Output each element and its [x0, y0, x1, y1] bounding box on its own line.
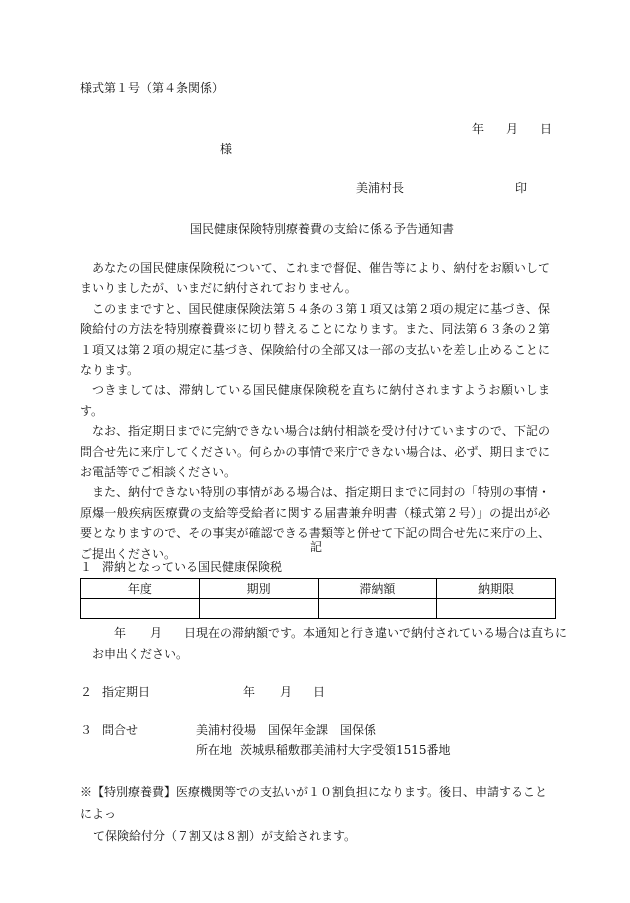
body-paragraph: また、納付できない特別の事情がある場合は、指定期日までに同封の「特別の事情・原爆一般疾病医療費の支給等受給者に関する届書兼弁明書（様式第２号）」の提出が必要となりますので、その事実が確認できる書類等と併せて下記の問合せ先に来庁の上、ご提出ください。 — [80, 485, 550, 561]
section1-label: 滞納となっている国民健康保険税 — [102, 560, 283, 574]
date-month: 月 — [506, 122, 519, 136]
section2-day: 日 — [313, 685, 326, 699]
seal-mark: 印 — [515, 181, 528, 195]
section2-year: 年 — [243, 685, 256, 699]
section1-number: １ — [80, 560, 93, 574]
addressee-suffix: 様 — [220, 142, 233, 156]
section2-label: 指定期日 — [102, 685, 151, 699]
column-header-period: 期別 — [199, 579, 318, 599]
date-day: 日 — [540, 122, 553, 136]
footnote — [80, 781, 558, 847]
section1-note-text: 日現在の滞納額です。本通知と行き違いで納付されている場合は直ちに — [184, 626, 568, 640]
column-header-due-date: 納期限 — [437, 579, 556, 599]
column-header-amount: 滞納額 — [318, 579, 437, 599]
table-cell — [318, 599, 437, 619]
address-label: 所在地 — [196, 743, 233, 757]
section2-month: 月 — [280, 685, 293, 699]
footnote-line2: て保険給付分（７割又は８割）が支給されます。 — [93, 829, 357, 843]
table-cell — [81, 599, 200, 619]
body-paragraph: あなたの国民健康保険税について、これまで督促、催告等により、納付をお願いしてまいりましたが、いまだに納付されておりません。 — [80, 261, 550, 296]
sender-title: 美浦村長 — [356, 181, 405, 195]
document-title: 国民健康保険特別療養費の支給に係る予告通知書 — [190, 222, 455, 236]
section1-note-year: 年 — [114, 626, 127, 640]
footnote-line1: ※【特別療養費】医療機関等での支払いが１０割負担になります。後日、申請することによっ — [80, 785, 548, 821]
contact-address: 茨城県稲敷郡美浦村大字受領1515番地 — [240, 743, 451, 757]
section2-number: ２ — [80, 685, 93, 699]
body-text — [80, 258, 550, 564]
table-row — [81, 599, 556, 619]
section1-note-line2: お申出ください。 — [92, 647, 189, 661]
section1-note-month: 月 — [150, 626, 163, 640]
form-number: 様式第１号（第４条関係） — [80, 81, 225, 95]
table-header-row — [81, 579, 556, 599]
arrears-table — [80, 578, 556, 619]
table-cell — [437, 599, 556, 619]
section3-number: ３ — [80, 723, 93, 737]
section3-label: 問合せ — [102, 723, 139, 737]
column-header-fiscal-year: 年度 — [81, 579, 200, 599]
table-cell — [199, 599, 318, 619]
date-year: 年 — [472, 122, 485, 136]
body-paragraph: つきましては、滞納している国民健康保険税を直ちに納付されますようお願いします。 — [80, 383, 550, 418]
body-paragraph: このままですと、国民健康保険法第５４条の３第１項又は第２項の規定に基づき、保険給付の方法を特別療養費※に切り替えることになります。また、同法第６３条の２第１項又は第２項の規定に基づき、保険給付の全部又は一部の支払いを差し止めることになります。 — [80, 301, 550, 378]
contact-office: 美浦村役場 国保年金課 国保係 — [196, 723, 377, 737]
ki-label: 記 — [310, 540, 323, 554]
body-paragraph: なお、指定期日までに完納できない場合は納付相談を受け付けていますので、下記の問合せ先に来庁してください。何らかの事情で来庁できない場合は、必ず、期日までにお電話等でご相談ください。 — [80, 424, 550, 480]
